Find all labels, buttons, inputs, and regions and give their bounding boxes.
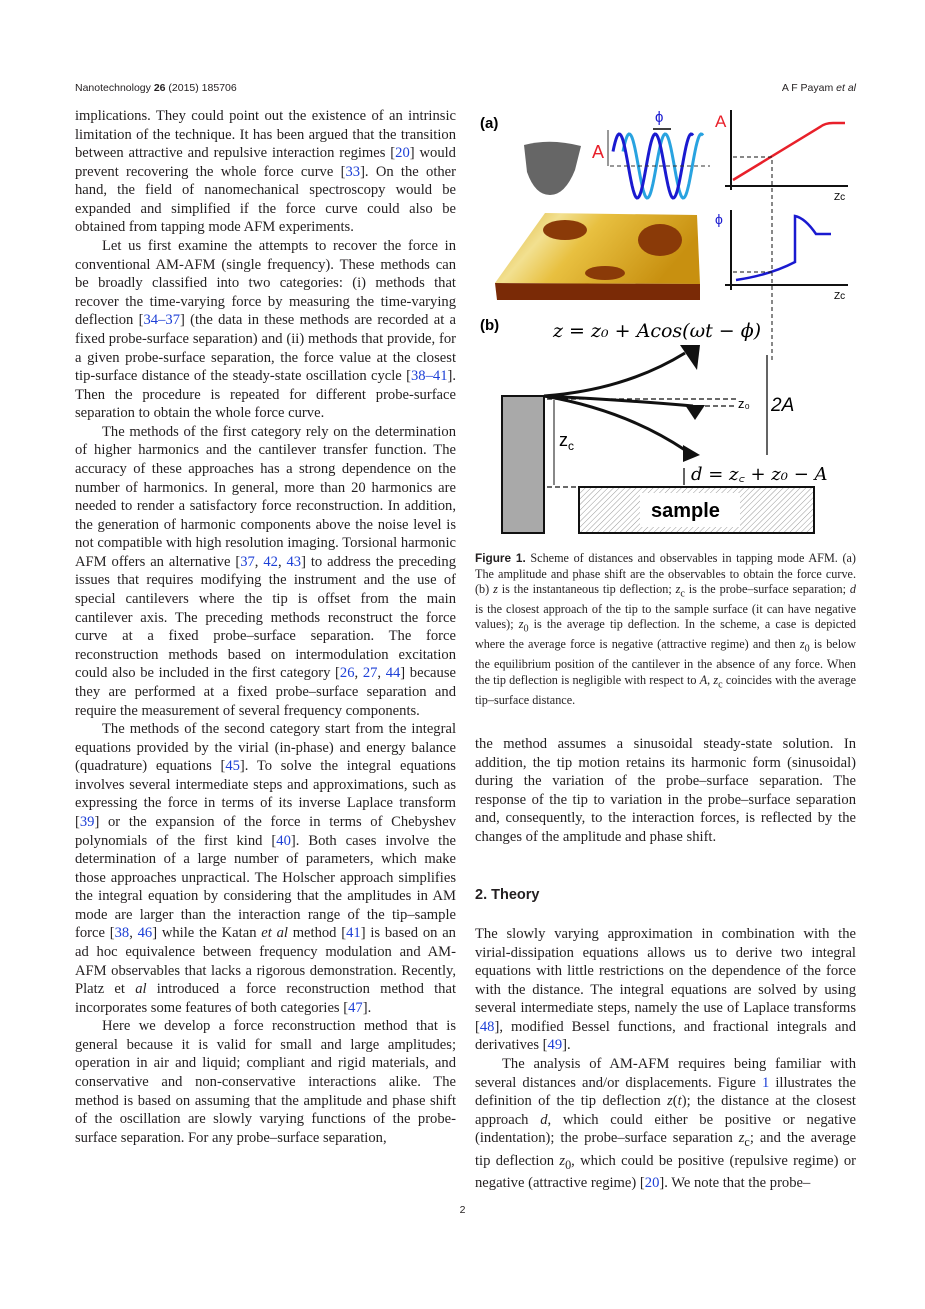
text-run: Scheme of distances and observables in tapping mode AFM. (a) The amplitude and phase shift are the observables to obtain the force curve. (b) <box>475 551 856 596</box>
paragraph <box>75 720 456 1017</box>
text-run: is the probe–surface separation; <box>684 582 850 596</box>
tip-motion-equation: z = z₀ + Acos(ωt − ϕ) <box>553 320 762 342</box>
citation-link[interactable]: 44 <box>385 665 401 682</box>
afm-topography-image <box>495 213 700 300</box>
italic-text: d <box>540 1111 548 1128</box>
z0-label: z₀ <box>738 396 750 411</box>
italic-text: d <box>849 582 857 596</box>
authors: A F Payam <box>781 82 837 94</box>
italic-text: et al <box>261 925 288 942</box>
subscript: c <box>680 588 685 600</box>
citation-link[interactable]: 38 <box>114 925 130 942</box>
citation-link[interactable]: 47 <box>348 999 363 1016</box>
citation-link[interactable]: 1 <box>761 1074 770 1091</box>
text-run: is the instantaneous tip deflection; <box>497 582 676 596</box>
text-run: ] would prevent recovering the whole force curve [ <box>75 145 456 180</box>
text-run: ]. <box>362 999 372 1016</box>
text-run: illustrates the definition of the tip deflection <box>475 1074 856 1110</box>
text-run: ]. Both cases involve the determination of a large number of parameters, which make those approaches unpractical. The Holscher approach simplifies the integral equation by considering that the amplitudes in AM mode are larger than the interaction range of the tip–sample force [ <box>75 832 456 942</box>
plot-amplitude-label: A <box>715 112 727 131</box>
italic-text: A <box>699 672 708 687</box>
subscript: c <box>718 679 723 691</box>
journal-name: Nanotechnology <box>75 82 154 94</box>
citation-link[interactable]: 20 <box>395 145 410 162</box>
citation-link[interactable]: 37 <box>240 553 255 570</box>
oscillation-waves <box>608 130 710 198</box>
paragraph <box>75 423 456 720</box>
panel-a-label: (a) <box>480 115 499 132</box>
text-run: implications. They could point out the existence of an intrinsic limitation of the technique. It has been argued that the transition between attractive and repulsive interaction regimes [ <box>75 108 456 162</box>
text-run: ] is based on an ad hoc equivalence between frequency modulation and AM-AFM observables that lacks a rigorous demonstration. Recently, Platz et <box>75 925 456 998</box>
text-run: ] because they are performed at a fixed probe–surface separation and require the measurement of several frequency components. <box>75 665 456 719</box>
italic-text: z <box>738 1130 745 1147</box>
text-run: is below the equilibrium position of the cantilever in the absence of any force. When the tip deflection is negligible with respect to <box>475 637 856 687</box>
text-run: ]. On the other hand, the field of nanomechanical spectroscopy would be expanded and simplified if the force curve could also be obtained from tapping mode AFM experiments. <box>75 163 457 236</box>
et-al: et al <box>836 82 856 94</box>
italic-text: t <box>677 1093 682 1110</box>
text-run: method [ <box>287 925 347 942</box>
right-column-top <box>475 735 856 846</box>
text-run: ; and the average tip deflection <box>475 1130 856 1169</box>
article-id: (2015) 185706 <box>165 82 237 94</box>
citation-link[interactable]: 42 <box>263 553 278 570</box>
text-run: ]. To solve the integral equations involves several intermediate steps and approximations, such as expressing the force in terms of its inverse Laplace transform [ <box>75 758 456 830</box>
figure-caption <box>475 551 856 708</box>
text-run: is the average tip deflection. In the scheme, a case is depicted where the average force is negative (attractive regime) and then <box>475 617 856 652</box>
text-run: introduced a force reconstruction method that incorporates some features of both categories [ <box>75 981 456 1016</box>
zc-label: $z_c$ <box>559 430 574 453</box>
text-run: the method assumes a sinusoidal steady-state solution. In addition, the tip motion retains its harmonic form (sinusoidal) during the variation of the probe–surface separation. The response of the tip to variation in the probe–surface separation and, consequently, to the interaction forces, is reflected by the changes of the amplitude and phase shift. <box>475 736 856 845</box>
text-run: ( <box>672 1093 678 1110</box>
plot-phase-label: ϕ <box>715 211 723 227</box>
text-run: ] (the data in these methods are recorded at a fixed probe-surface separation) and (ii) methods that provide, for a given probe-surface separation, the force value at the closest tip-surface distance of the steady-state oscillation cycle [ <box>75 312 456 385</box>
tip-3d-icon <box>524 142 581 195</box>
text-run: ] or the expansion of the force in terms of Chebyshev polynomials of the first kind [ <box>75 813 456 849</box>
closest-approach-equation: d = z꜀ + z₀ − A <box>691 464 828 485</box>
italic-text: al <box>135 981 147 998</box>
phase-plot <box>725 210 848 290</box>
text-run: , which could either be positive or negative (indentation); the probe–surface separation <box>475 1111 856 1147</box>
paragraph <box>475 925 856 1055</box>
text-run: , <box>254 553 264 570</box>
citation-link[interactable]: 48 <box>479 1018 495 1035</box>
paragraph <box>475 1055 856 1193</box>
text-run: coincides with the average tip–surface distance. <box>475 672 856 707</box>
running-header-journal <box>75 82 237 94</box>
text-run: ]. We note that the probe– <box>659 1175 811 1192</box>
text-run: The slowly varying approximation in combination with the virial-dissipation equations allows us to derive two integral equations with little restrictions on the dependence of the force with the distance. The integral equations are solved by using several intermediate steps, namely the use of Laplace transforms [ <box>475 926 856 1035</box>
italic-text: z <box>493 582 498 596</box>
citation-link[interactable]: 26 <box>339 665 355 682</box>
wave-phase-label: ϕ <box>655 109 664 126</box>
text-run: , <box>707 672 714 687</box>
paragraph <box>75 107 456 237</box>
text-run: ); the distance at the closest approach <box>475 1093 856 1128</box>
italic-text: z <box>518 617 524 632</box>
citation-link[interactable]: 49 <box>547 1037 563 1054</box>
citation-link[interactable]: 43 <box>286 553 302 570</box>
2A-label: 2A <box>771 395 795 416</box>
citation-link[interactable]: 34–37 <box>143 312 180 329</box>
plot-zc-axis-label-2: Zc <box>834 291 846 302</box>
text-run: The analysis of AM-AFM requires being familiar with several distances and/or displacements. Figure <box>475 1056 856 1091</box>
text-run: Let us first examine the attempts to recover the force in conventional AM-AFM (single frequency). These methods can be broadly classified into two categories: (i) methods that recover the time-varying force by measuring the time-varying deflection [ <box>75 238 456 329</box>
paragraph <box>475 735 856 846</box>
citation-link[interactable]: 27 <box>362 665 378 682</box>
text-run: , <box>354 665 363 682</box>
right-column-bottom <box>475 925 856 1193</box>
citation-link[interactable]: 41 <box>346 925 361 942</box>
text-run: ]. <box>562 1037 571 1054</box>
italic-text: z <box>675 582 681 596</box>
text-run: The methods of the second category start from the integral equations provided by the virial (in-phase) and energy balance (quadrature) equations [ <box>75 721 456 775</box>
figure-1 <box>475 100 865 540</box>
wave-amplitude-label: A <box>592 142 605 162</box>
subscript: 0 <box>565 1157 572 1172</box>
text-run: ] to address the preceding issues that requires modifying the instrument and the use of special cantilevers where the tip is offset from the main cantilever axis. The preceding methods reconstruct the force curve at a fixed probe–surface separation. The force reconstruction methods based on intermodulation excitation could also be included in the first category [ <box>75 553 457 682</box>
subscript: 0 <box>523 623 529 635</box>
subscript: 0 <box>804 643 810 655</box>
text-run: ]. Then the procedure is repeated for different probe-surface separation to obtain the whole force curve. <box>75 368 456 422</box>
left-column <box>75 107 456 1147</box>
volume: 26 <box>153 82 166 94</box>
italic-text: z <box>799 637 805 652</box>
text-run: , <box>129 925 138 942</box>
italic-text: z <box>559 1152 566 1169</box>
panel-b-label: (b) <box>480 317 500 334</box>
citation-link[interactable]: 45 <box>225 758 240 775</box>
citation-link[interactable]: 39 <box>79 813 95 830</box>
text-run: ] while the Katan <box>152 925 262 942</box>
plot-zc-axis-label: Zc <box>834 192 846 203</box>
section-heading-theory: 2. Theory <box>475 887 540 903</box>
text-run: ], modified Bessel functions, and fractional integrals and derivatives [ <box>475 1018 856 1054</box>
text-run: is the closest approach of the tip to the sample surface (it can have negative values); <box>475 601 856 632</box>
italic-text: z <box>667 1093 673 1110</box>
paragraph <box>75 1017 456 1147</box>
caption-label: Figure 1. <box>475 551 526 565</box>
text-run: , which could be positive (repulsive regime) or negative (attractive regime) [ <box>475 1152 856 1192</box>
citation-link[interactable]: 40 <box>276 832 291 849</box>
page-number: 2 <box>459 1204 466 1216</box>
italic-text: z <box>713 672 719 687</box>
text-run: Here we develop a force reconstruction method that is general because it is valid for small and large amplitudes; operation in air and liquid; compliant and rigid materials, and conservative and non-conservative interactions alike. The method is based on assuming that the amplitude and phase shift of the oscillation are slowly varying functions of the probe-surface separation. For any probe–surface separation, <box>75 1018 456 1146</box>
subscript: c <box>744 1135 750 1150</box>
citation-link[interactable]: 33 <box>345 163 361 180</box>
paragraph <box>75 237 456 423</box>
citation-link[interactable]: 46 <box>137 925 153 942</box>
sample-label: sample <box>651 500 720 522</box>
running-header-authors <box>782 82 856 94</box>
text-run: , <box>277 553 287 570</box>
text-run: The methods of the first category rely on the determination of higher harmonics and the cantilever transfer function. The accuracy of these approaches has a strong dependence on the number of harmonics. In general, more than 20 harmonics are needed to render a satisfactory force reconstruction. In addition, the generation of harmonic components above the noise level is not compatible with high resolution imaging. Torsional harmonic AFM offers an alternative [ <box>75 423 456 570</box>
text-run: , <box>377 665 386 682</box>
citation-link[interactable]: 38–41 <box>411 368 448 385</box>
citation-link[interactable]: 20 <box>644 1175 660 1192</box>
